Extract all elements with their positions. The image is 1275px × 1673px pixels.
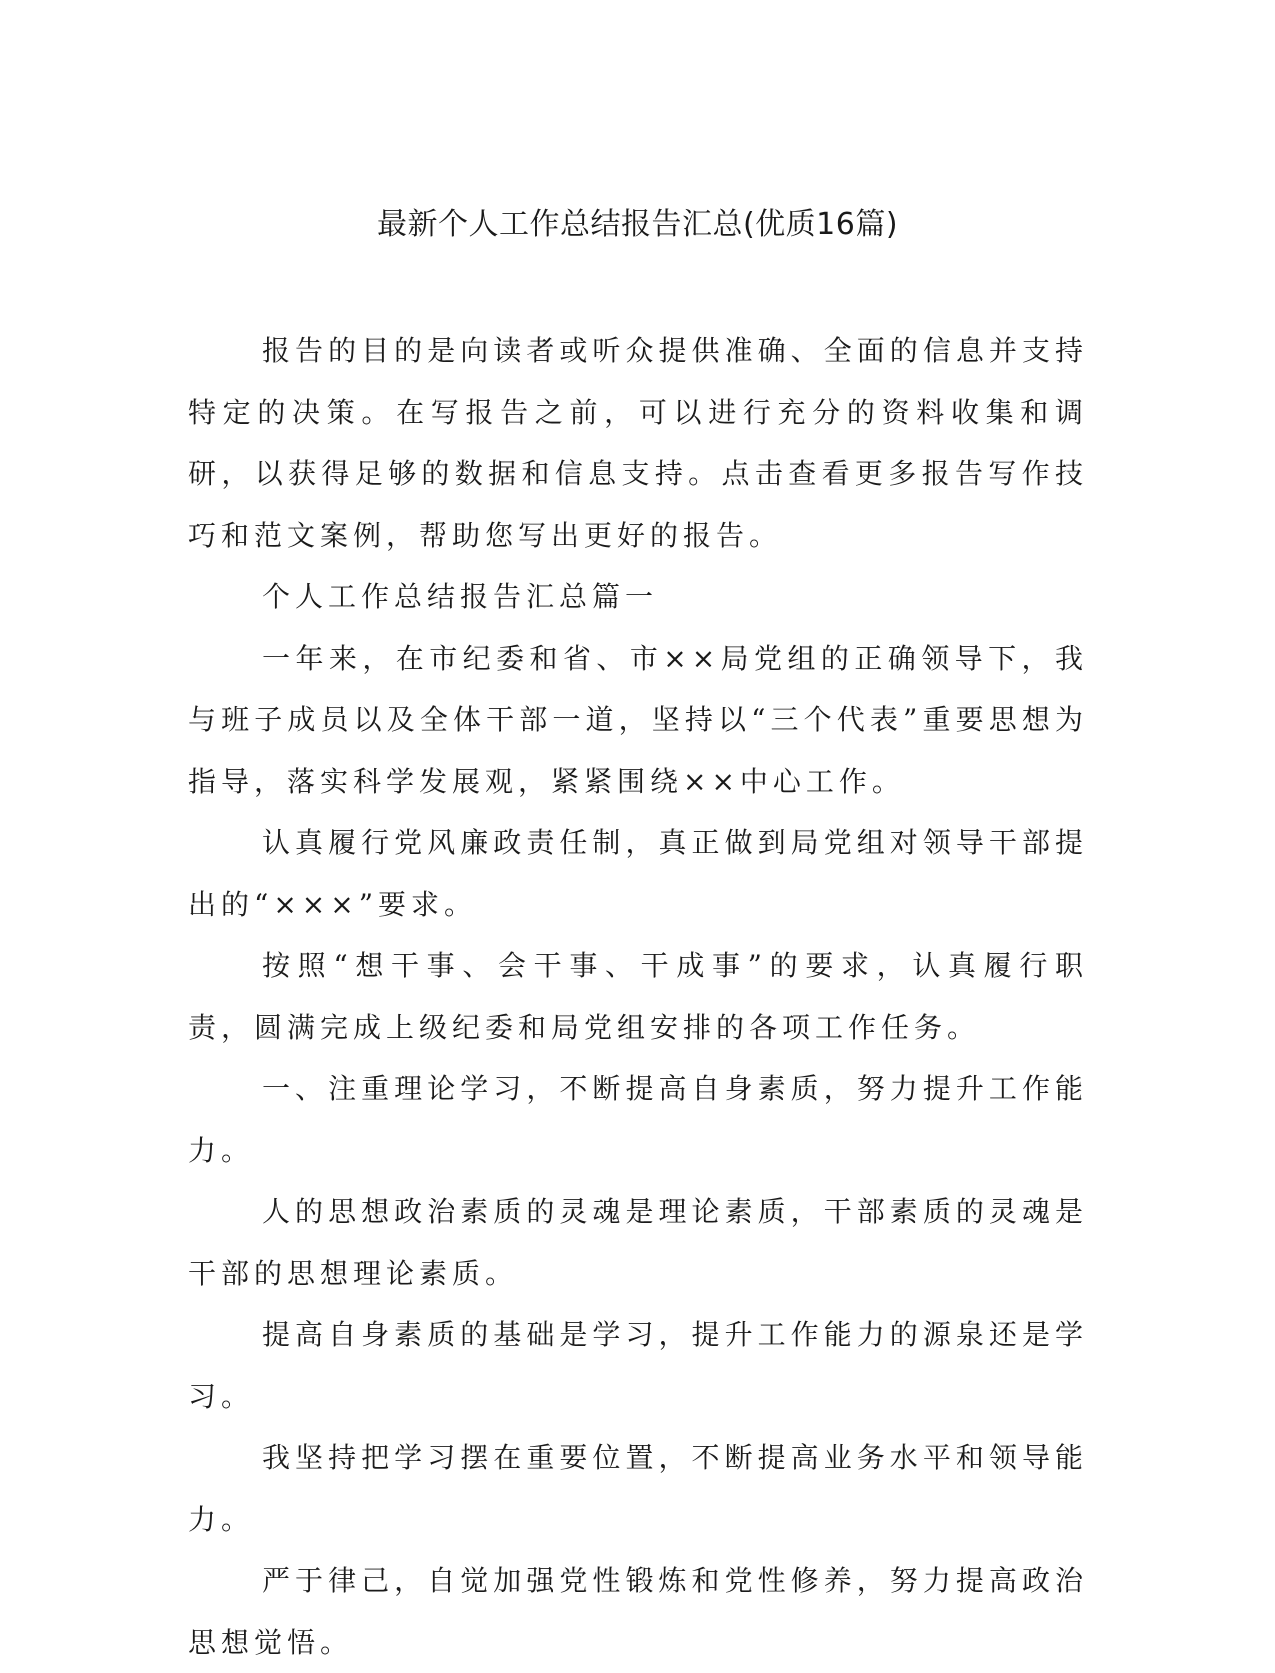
- paragraph: 认真履行党风廉政责任制，真正做到局党组对领导干部提出的“×××”要求。: [188, 826, 1088, 921]
- document-title: 最新个人工作总结报告汇总(优质16篇): [376, 207, 899, 242]
- paragraph-intro: 报告的目的是向读者或听众提供准确、全面的信息并支持特定的决策。在写报告之前，可以进行充分的资料收集和调研，以获得足够的数据和信息支持。点击查看更多报告写作技巧和范文案例，帮助您写出更好的报告。: [188, 334, 1088, 552]
- section-heading: 个人工作总结报告汇总篇一: [262, 580, 659, 613]
- paragraph: 严于律己，自觉加强党性锻炼和党性修养，努力提高政治思想觉悟。: [188, 1564, 1088, 1659]
- subsection-heading: 一、注重理论学习，不断提高自身素质，努力提升工作能力。: [188, 1072, 1088, 1167]
- paragraph: 一年来，在市纪委和省、市××局党组的正确领导下，我与班子成员以及全体干部一道，坚持以“三个代表”重要思想为指导，落实科学发展观，紧紧围绕××中心工作。: [188, 641, 1088, 798]
- paragraph: 我坚持把学习摆在重要位置，不断提高业务水平和领导能力。: [188, 1441, 1088, 1536]
- paragraph: 按照“想干事、会干事、干成事”的要求，认真履行职责，圆满完成上级纪委和局党组安排的各项工作任务。: [188, 949, 1088, 1044]
- paragraph: 提高自身素质的基础是学习，提升工作能力的源泉还是学习。: [188, 1318, 1088, 1413]
- document-body: [188, 320, 1088, 1673]
- paragraph: 人的思想政治素质的灵魂是理论素质，干部素质的灵魂是干部的思想理论素质。: [188, 1195, 1088, 1290]
